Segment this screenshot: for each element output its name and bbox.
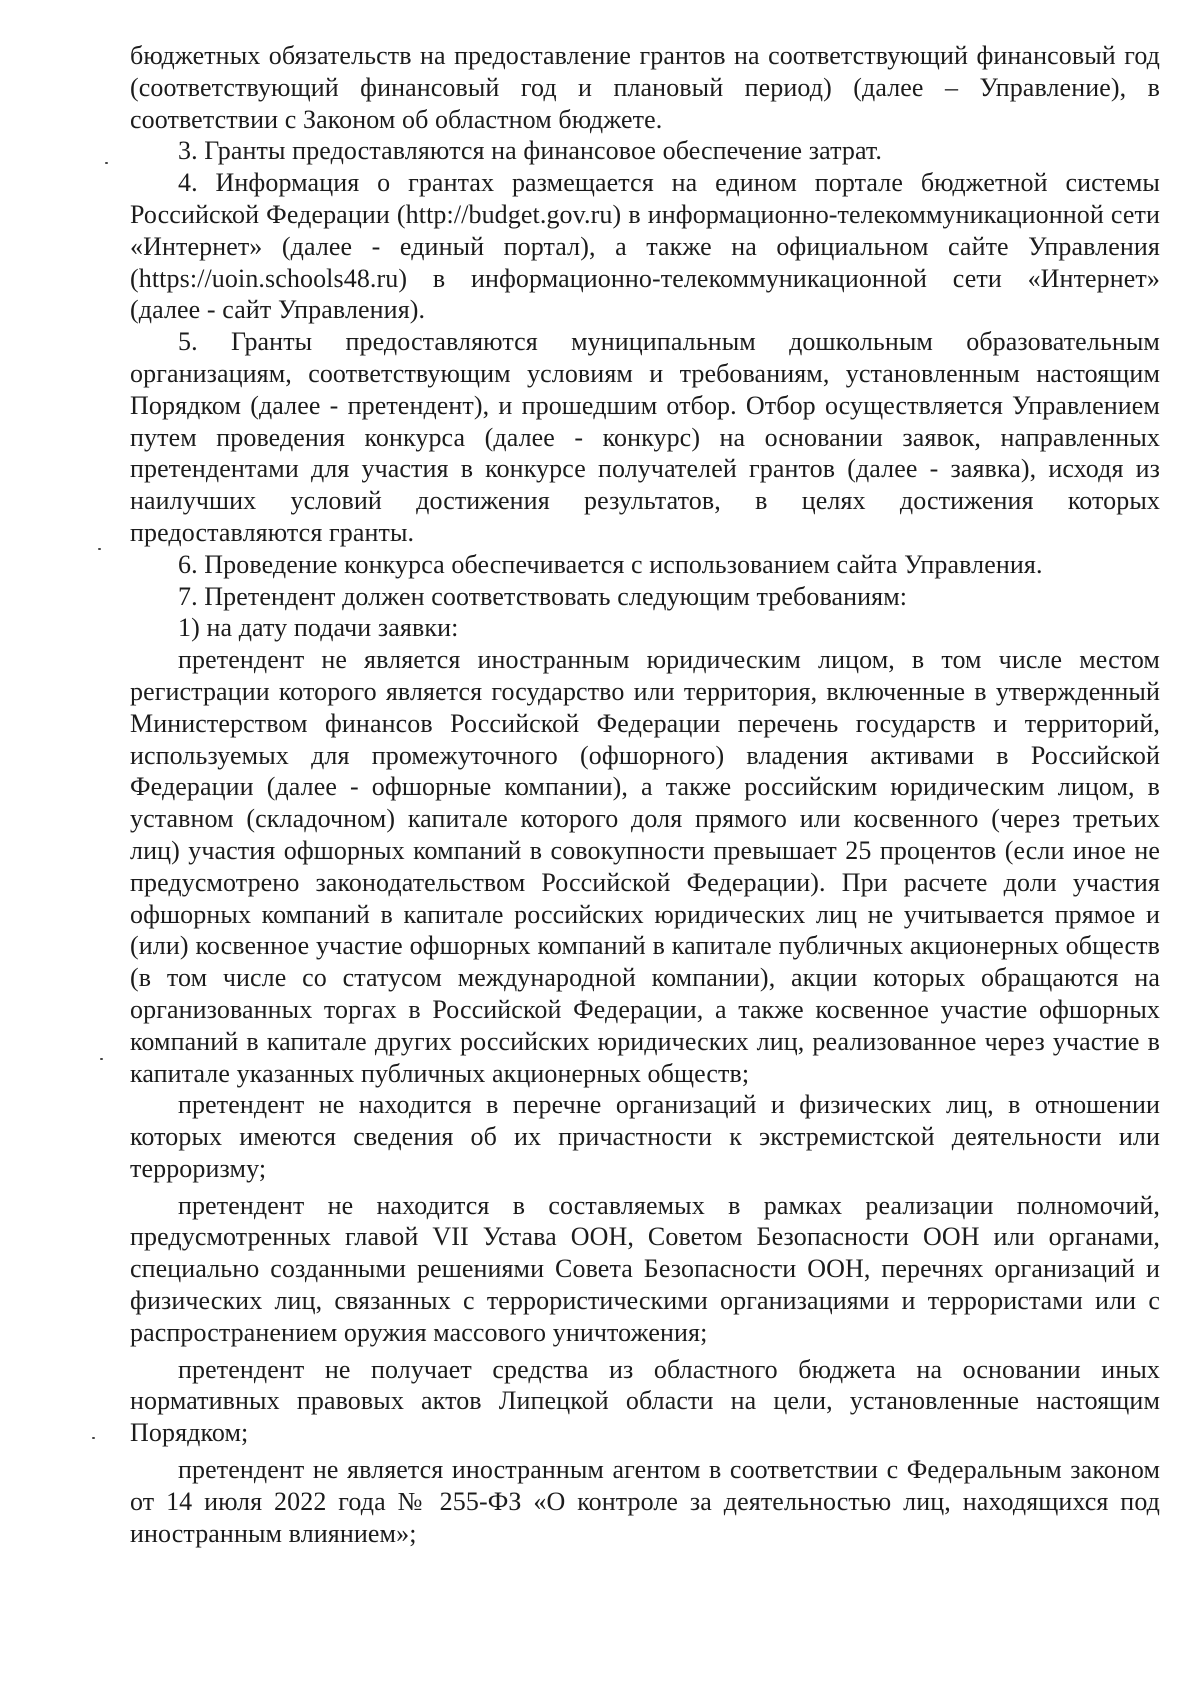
scan-speck: [98, 548, 101, 550]
paragraph-regional-budget-requirement: претендент не получает средства из областного бюджета на основании иных нормативных правовых актов Липецкой области на цели, установленные настоящим Порядком;: [130, 1354, 1160, 1448]
paragraph-un-sanctions-requirement: претендент не находится в составляемых в рамках реализации полномочий, предусмотренных главой VII Устава ООН, Советом Безопасности ООН или органами, специально созданными решениями Совета Безопасности ООН, перечнях организаций и физических лиц, связанных с террористическими организациями и террористами или с распространением оружия массового уничтожения;: [130, 1190, 1160, 1347]
paragraph-item-7: 7. Претендент должен соответствовать следующим требованиям:: [178, 581, 908, 611]
paragraph-budget-obligations: бюджетных обязательств на предоставление грантов на соответствующий финансовый год (соответствующий финансовый год и плановый период) (далее – Управление), в соответствии с Законом об областном бюджете.: [130, 41, 1160, 134]
paragraph-item-5: 5. Гранты предоставляются муниципальным дошкольным образовательным организациям, соответствующим условиям и требованиям, установленным настоящим Порядком (далее - претендент), и прошедшим отбор. Отбор осуществляется Управлением путем проведения конкурса (далее - конкурс) на основании заявок, направленных претендентами для участия в конкурсе получателей грантов (далее - заявка), исходя из наилучших условий достижения результатов, в целях достижения которых предоставляются гранты.: [130, 327, 1160, 547]
paragraph-extremism-requirement: претендент не находится в перечне организаций и физических лиц, в отношении которых имеются сведения об их причастности к экстремистской деятельности или терроризму;: [130, 1090, 1160, 1183]
scan-speck: [92, 1437, 95, 1439]
paragraph-foreign-agent-requirement: претендент не является иностранным агентом в соответствии с Федеральным законом от 14 июля 2022 года № 255-ФЗ «О контроле за деятельностью лиц, находящихся под иностранным влиянием»;: [130, 1455, 1160, 1548]
paragraph-subitem-1: 1) на дату подачи заявки:: [178, 613, 459, 643]
scan-speck: [100, 1058, 103, 1060]
paragraph-offshore-requirement: претендент не является иностранным юридическим лицом, в том числе местом регистрации которого является государство или территория, включенные в утвержденный Министерством финансов Российской Федерации перечень государств и территорий, используемых для промежуточного (офшорного) владения активами в Российской Федерации (далее - офшорные компании), а также российским юридическим лицом, в уставном (складочном) капитале которого доля прямого или косвенного (через третьих лиц) участия офшорных компаний в совокупности превышает 25 процентов (если иное не предусмотрено законодательством Российской Федерации). При расчете доли участия офшорных компаний в капитале российских юридических лиц не учитывается прямое и (или) косвенное участие офшорных компаний в капитале публичных акционерных обществ (в том числе со статусом международной компании), акции которых обращаются на организованных торгах в Российской Федерации, а также косвенное участие офшорных компаний в капитале других российских юридических лиц, реализованное через участие в капитале указанных публичных акционерных обществ;: [130, 645, 1160, 1088]
scan-speck: [105, 162, 108, 164]
paragraph-item-4: 4. Информация о грантах размещается на едином портале бюджетной системы Российской Федерации (http://budget.gov.ru) в информационно-телекоммуникационной сети «Интернет» (далее - единый портал), а также на официальном сайте Управления (https://uoin.schools48.ru) в информационно-телекоммуникационной сети «Интернет» (далее - сайт Управления).: [130, 168, 1160, 325]
document-body: [130, 40, 1160, 1549]
paragraph-item-6: 6. Проведение конкурса обеспечивается с использованием сайта Управления.: [178, 549, 1043, 579]
paragraph-item-3: 3. Гранты предоставляются на финансовое обеспечение затрат.: [178, 136, 883, 166]
